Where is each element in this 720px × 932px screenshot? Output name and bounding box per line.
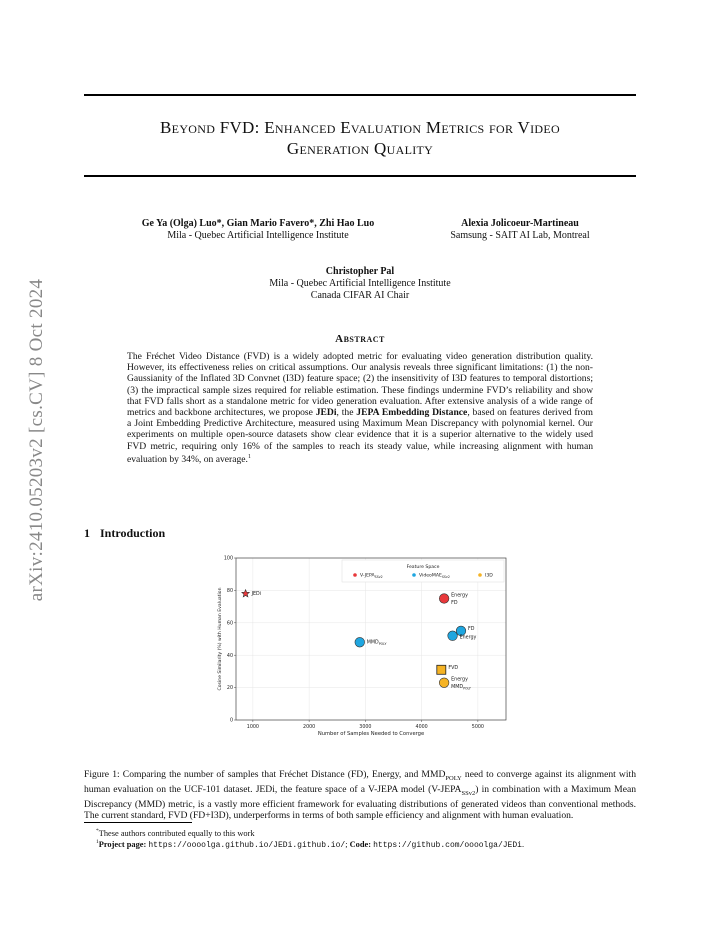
y-tick-label: 100	[223, 556, 233, 562]
footnote-rule	[84, 822, 192, 823]
abstract-text: , based on features derived from a Joint Embedding Predictive Architecture, measured using Maximum Mean Discrepancy with polynomial kernel. Our experiments on multiple open-source datasets show clear evidence that it is a superior alternative to the widely used FVD metric, requiring only 16% of the samples to reach its steady value, while increasing alignment with human evaluation by 34%, on average.	[127, 407, 594, 466]
abstract-body	[127, 351, 593, 465]
y-tick-label: 60	[226, 621, 233, 627]
point-label: $MMD_{POLY}$	[451, 685, 471, 691]
legend-label: VideoMAE$_{SSv2}$	[419, 573, 450, 579]
point-marker	[439, 594, 449, 604]
x-axis-label: Number of Samples Needed to Converge	[317, 731, 425, 737]
y-axis-label: Cosine Similarity (%) with Human Evaluation	[218, 587, 223, 691]
author-affiliation: Canada CIFAR AI Chair	[310, 290, 410, 301]
point-marker-square	[437, 665, 446, 674]
footnote-text: These authors contributed equally to this work	[98, 828, 255, 838]
x-tick-label: 3000	[359, 725, 372, 730]
legend-marker	[353, 573, 357, 577]
section-number: 1	[84, 526, 90, 540]
caption-text: need to converge against its alignment with human evaluation on the UCF-101 dataset. JEDi, the feature space of a V-JEPA model (V-JEPA	[84, 769, 636, 796]
point-marker	[439, 678, 449, 688]
footnote-one: $^1$Project page: https://oooolga.github.io/JEDi.github.io/; Code: https://github.com/oooolga/JEDi.	[96, 839, 525, 850]
legend-title: Feature Space	[406, 565, 440, 570]
point-marker	[448, 631, 458, 641]
caption-subscript: POLY	[445, 774, 462, 782]
section-title: Introduction	[100, 526, 166, 540]
point-marker	[456, 626, 466, 636]
point-marker	[355, 637, 365, 647]
y-tick-label: 40	[226, 653, 233, 659]
y-tick-label: 20	[226, 686, 233, 692]
legend-label: I3D	[485, 573, 493, 579]
footnote-mark: 1	[96, 839, 99, 845]
x-axis	[247, 720, 484, 730]
author-names: Ge Ya (Olga) Luo*, Gian Mario Favero*, Zhi Hao Luo	[141, 218, 375, 229]
legend-marker	[412, 573, 416, 577]
point-marker-star	[242, 590, 250, 597]
y-tick-label: 80	[226, 589, 233, 594]
arxiv-stamp	[22, 255, 52, 625]
author-names: Christopher Pal	[325, 266, 395, 277]
point-label: Energy	[451, 677, 468, 683]
abstract-text: The Fréchet Video Distance (FVD) is a widely adopted metric for evaluating video generation distribution quality. However, its effectiveness relies on critical assumptions. Our analysis reveals three significant limitations: (1) the non-Gaussianity of the Inflated 3D Convnet (I3D) feature space; (2) the insensitivity of I3D features to temporal distortions; (3) the impractical sample sizes required for reliable estimation. These findings undermine FVD’s reliability and show that FVD falls short as a standalone metric for video generation evaluation. After extensive analysis of a wide range of metrics and backbone architectures, we propose	[127, 351, 593, 419]
point-label: Energy	[451, 593, 468, 599]
x-tick-label: 1000	[246, 725, 259, 730]
author-affiliation: Mila - Quebec Artificial Intelligence Institute	[269, 278, 451, 289]
jedi-term: JEDi	[315, 407, 337, 419]
y-axis	[224, 556, 236, 724]
jedi-expansion: JEPA Embedding Distance	[356, 407, 468, 419]
title-line-1: Beyond FVD: Enhanced Evaluation Metrics for Video	[160, 118, 560, 137]
figure-caption	[84, 769, 636, 822]
point-label: FD	[451, 601, 458, 606]
title-bottom-rule	[84, 175, 636, 177]
title-line-2: Generation Quality	[286, 139, 434, 158]
caption-text: ) in combination with a Maximum Mean Discrepancy (MMD) metric, is a vastly more efficient framework for evaluating distributions of generated videos than conventional methods. The current standard, FVD (FD+I3D), underperforms in terms of both sample efficiency and alignment with human evaluation.	[84, 784, 637, 822]
footnote-mark: *	[96, 828, 99, 834]
footnote-ref: 1	[247, 453, 251, 460]
abstract-text: , the	[336, 407, 357, 419]
point-label: FD	[468, 626, 475, 632]
caption-text: Figure 1: Comparing the number of samples that Fréchet Distance (FD), Energy, and MMD	[84, 769, 446, 780]
author-group-2	[420, 218, 620, 242]
code-label: Code:	[349, 839, 372, 849]
point-label: $MMD_{POLY}$	[366, 640, 387, 646]
code-link[interactable]: https://github.com/oooolga/JEDi	[373, 840, 522, 850]
arxiv-id: arXiv:2410.05203v2 [cs.CV] 8 Oct 2024	[26, 278, 47, 602]
point-label: FVD	[448, 665, 459, 671]
x-tick-label: 2000	[303, 725, 316, 730]
project-link[interactable]: https://oooolga.github.io/JEDi.github.io/	[148, 840, 346, 850]
paper-title	[84, 117, 636, 159]
point-label: Energy	[459, 635, 477, 641]
abstract-heading: Abstract	[335, 333, 385, 345]
author-names: Alexia Jolicoeur-Martineau	[461, 218, 579, 229]
author-affiliation: Mila - Quebec Artificial Intelligence Institute	[167, 230, 349, 241]
figure-1-chart	[218, 553, 514, 739]
caption-subscript: SSv2	[461, 790, 476, 798]
title-top-rule	[84, 94, 636, 96]
author-group-3	[210, 266, 510, 302]
y-tick-label: 0	[229, 718, 233, 724]
chart-legend	[342, 560, 504, 582]
x-tick-label: 5000	[471, 725, 484, 730]
legend-marker	[478, 573, 482, 577]
project-label: Project page:	[98, 839, 147, 849]
legend-label: $V-JEPA_{SSv2}$	[360, 573, 383, 579]
section-heading	[84, 526, 165, 541]
author-group-1	[108, 218, 408, 242]
x-tick-label: 4000	[415, 725, 428, 730]
author-affiliation: Samsung - SAIT AI Lab, Montreal	[450, 230, 590, 241]
point-label: JEDi	[251, 592, 262, 598]
